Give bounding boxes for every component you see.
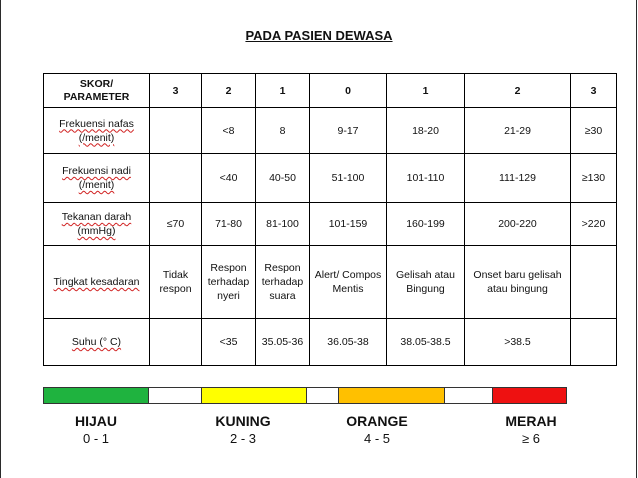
table-cell: 51-100 [310,154,387,203]
table-row [44,246,617,319]
header-score: 0 [310,74,387,108]
table-cell: Respon terhadap nyeri [202,246,256,319]
table-cell: ≥130 [571,154,617,203]
table-cell: 21-29 [465,108,571,154]
param-frekuensi-nadi: Frekuensi nadi (/menit) [44,154,150,203]
color-swatch-orange [339,388,445,403]
table-cell: 111-129 [465,154,571,203]
table-row [44,108,617,154]
param-tekanan-darah: Tekanan darah (mmHg) [44,203,150,246]
legend-hijau: HIJAU 0 - 1 [74,413,117,446]
header-score: 3 [571,74,617,108]
table-cell [571,246,617,319]
legend-merah: MERAH ≥ 6 [505,413,557,446]
header-score: 1 [387,74,465,108]
left-border-line [0,0,1,478]
table-cell: <40 [202,154,256,203]
table-cell: 35.05-36 [256,319,310,366]
table-cell: 81-100 [256,203,310,246]
table-cell: <35 [202,319,256,366]
param-frekuensi-nafas: Frekuensi nafas (/menit) [44,108,150,154]
table-cell: 160-199 [387,203,465,246]
scale-gap [445,388,493,403]
right-border-line [636,0,637,478]
table-cell: 200-220 [465,203,571,246]
table-cell: 38.05-38.5 [387,319,465,366]
table-cell [571,319,617,366]
color-swatch-red [493,388,566,403]
color-swatch-yellow [202,388,307,403]
legend-orange: ORANGE 4 - 5 [346,413,408,446]
scale-gap [307,388,339,403]
header-row [44,74,617,108]
table-row [44,319,617,366]
table-cell: >220 [571,203,617,246]
table-cell: 101-159 [310,203,387,246]
param-suhu: Suhu (° C) [44,319,150,366]
table-cell: >38.5 [465,319,571,366]
table-cell [150,108,202,154]
early-warning-score-table [43,73,617,366]
header-parameter: SKOR/ PARAMETER [44,74,150,108]
table-cell: Onset baru gelisah atau bingung [465,246,571,319]
table-cell: Alert/ Compos Mentis [310,246,387,319]
table-cell: 71-80 [202,203,256,246]
table-cell: Respon terhadap suara [256,246,310,319]
page-title: PADA PASIEN DEWASA [245,28,393,43]
table-cell: 18-20 [387,108,465,154]
table-cell: 36.05-38 [310,319,387,366]
header-score: 2 [202,74,256,108]
table-cell: Tidak respon [150,246,202,319]
table-cell [150,319,202,366]
param-tingkat-kesadaran: Tingkat kesadaran [44,246,150,319]
table-cell: Gelisah atau Bingung [387,246,465,319]
table-cell: <8 [202,108,256,154]
table-cell: 40-50 [256,154,310,203]
table-cell: 101-110 [387,154,465,203]
table-row [44,154,617,203]
table-cell: 8 [256,108,310,154]
table-row [44,203,617,246]
header-score: 1 [256,74,310,108]
table-cell: ≤70 [150,203,202,246]
header-score: 2 [465,74,571,108]
color-scale-bar [43,387,567,404]
scale-gap [149,388,202,403]
table-cell: ≥30 [571,108,617,154]
table-cell: 9-17 [310,108,387,154]
legend-kuning: KUNING 2 - 3 [215,413,271,446]
header-score: 3 [150,74,202,108]
table-cell [150,154,202,203]
color-swatch-green [44,388,149,403]
